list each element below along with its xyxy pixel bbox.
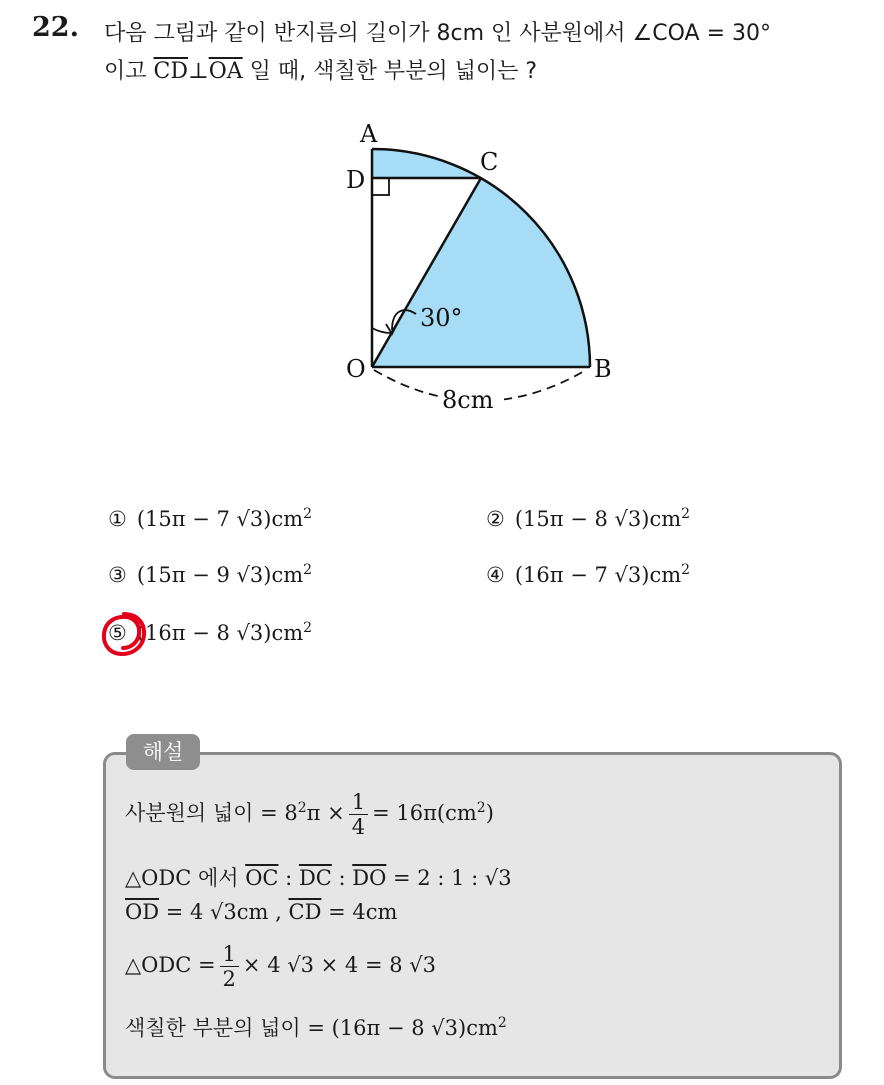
solution-line-5: [125, 1012, 507, 1042]
sol4-numerator: 1: [220, 942, 239, 967]
sol2-a: △ODC: [125, 866, 198, 890]
choice-3[interactable]: [108, 562, 312, 587]
choice-3-text: (15π − 9 √3)cm: [136, 563, 304, 587]
sol2-korean: 에서: [197, 866, 246, 890]
solution-line-1: [125, 790, 494, 839]
question-line-1: 다음 그림과 같이 반지름의 길이가 8cm 인 사분원에서 ∠COA = 30°: [104, 21, 771, 46]
choice-5-text: (16π − 8 √3)cm: [136, 621, 304, 645]
sol1-d: ): [485, 801, 494, 825]
sol2-do: $\overline{DO}$: [352, 866, 387, 890]
sol1-fraction: [349, 790, 368, 839]
question-line-2-start: 이고: [104, 59, 154, 84]
sol2-dc: $\overline{DC}$: [298, 866, 332, 890]
choice-2-text: (15π − 8 √3)cm: [514, 507, 682, 531]
label-d: D: [346, 166, 366, 194]
sol1-numerator: 1: [349, 790, 368, 815]
radius-label: 8cm: [442, 386, 494, 414]
label-b: B: [594, 355, 612, 383]
question-line-2: [104, 54, 537, 85]
sol3-cd: $\overline{CD}$: [288, 900, 322, 924]
sol4-b: × 4 √3 × 4 = 8 √3: [242, 953, 437, 977]
choice-3-exp: 2: [303, 562, 313, 578]
segment-cd: $\overline{CD}$: [153, 59, 188, 84]
solution-line-4: [125, 942, 436, 991]
solution-line-2: [125, 862, 512, 892]
sol3-od: $\overline{OD}$: [125, 900, 160, 924]
label-a: A: [360, 120, 378, 148]
choice-4-exp: 2: [681, 562, 691, 578]
sol4-denominator: 2: [222, 967, 236, 991]
label-c: C: [480, 148, 499, 176]
question-number: 22.: [32, 12, 79, 43]
sol2-b: = 2 : 1 : √3: [386, 866, 512, 890]
perp-symbol: ⊥: [187, 59, 209, 84]
sol4-a: △ODC =: [125, 953, 216, 977]
sol1-a-exp: 2: [297, 800, 307, 816]
sol3-a: = 4 √3cm ,: [159, 900, 289, 924]
sol1-c-exp: 2: [476, 800, 486, 816]
shaded-top-region: [372, 149, 481, 178]
choice-1[interactable]: [108, 506, 312, 531]
angle-label: 30°: [420, 304, 463, 332]
sol2-oc: $\overline{OC}$: [245, 866, 279, 890]
solution-line-3: [125, 900, 397, 924]
sol2-sep2: :: [331, 866, 353, 890]
question-line-2-end: 일 때, 색칠한 부분의 넓이는 ?: [242, 59, 538, 84]
solution-tag: 해설: [126, 734, 200, 770]
choice-2-mark: ②: [486, 507, 505, 531]
choice-5-exp: 2: [303, 620, 313, 636]
sol1-korean: 사분원의 넓이: [125, 801, 254, 825]
sol5-exp: 2: [497, 1015, 507, 1031]
choice-3-mark: ③: [108, 563, 127, 587]
sol5-a: = (16π − 8 √3)cm: [300, 1016, 498, 1040]
sol1-a: = 8: [253, 801, 298, 825]
label-o: O: [346, 355, 366, 383]
sol1-b: π ×: [306, 801, 345, 825]
choice-4-mark: ④: [486, 563, 505, 587]
choice-1-text: (15π − 7 √3)cm: [136, 507, 304, 531]
choice-2-exp: 2: [681, 506, 691, 522]
right-angle-mark: [372, 178, 389, 195]
sol1-c: = 16π(cm: [372, 801, 477, 825]
sol4-fraction: [220, 942, 239, 991]
quarter-circle-figure: [330, 110, 640, 420]
answer-circle-mark: [98, 608, 150, 660]
sol2-sep1: :: [278, 866, 299, 890]
choice-1-mark: ①: [108, 507, 127, 531]
choice-4-text: (16π − 7 √3)cm: [514, 563, 682, 587]
sol3-b: = 4cm: [321, 900, 398, 924]
choice-1-exp: 2: [303, 506, 313, 522]
choice-4[interactable]: [486, 562, 690, 587]
segment-oa: $\overline{OA}$: [208, 59, 243, 84]
choice-5-mark: ⑤: [108, 621, 127, 645]
sol1-denominator: 4: [351, 815, 366, 839]
choice-2[interactable]: [486, 506, 690, 531]
sol5-korean: 색칠한 부분의 넓이: [125, 1016, 301, 1040]
shaded-sector-region: [372, 178, 590, 367]
